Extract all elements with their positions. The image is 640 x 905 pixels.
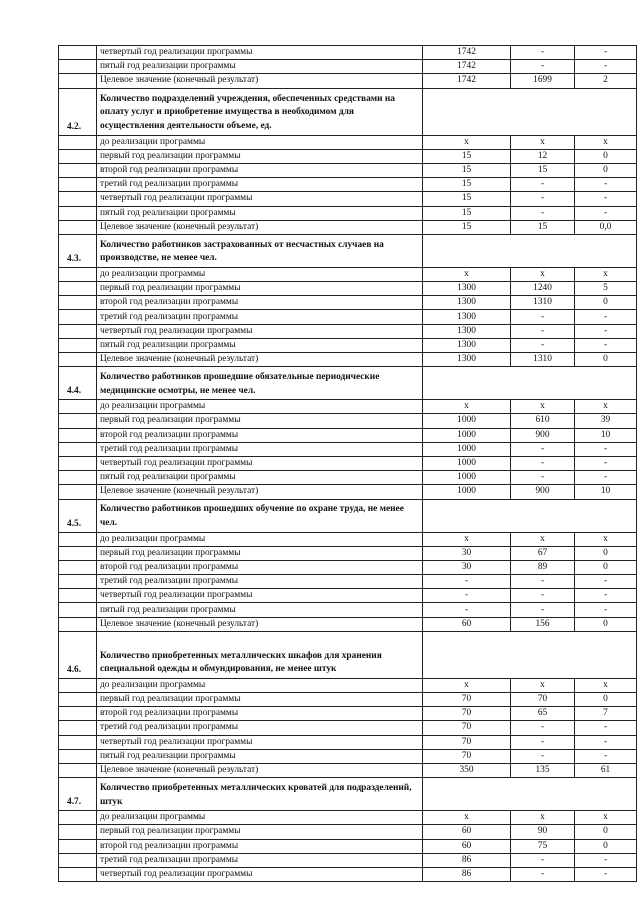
empty-cell: [423, 88, 511, 135]
empty-cell: [575, 367, 637, 400]
deviation-value: 0: [575, 149, 637, 163]
row-label: четвертый год реализации программы: [97, 324, 423, 338]
row-number-cell: [59, 282, 97, 296]
plan-value: 70: [423, 707, 511, 721]
row-number-cell: [59, 296, 97, 310]
fact-value: 1310: [511, 296, 575, 310]
empty-cell: [511, 88, 575, 135]
deviation-value: 0: [575, 693, 637, 707]
plan-value: 1000: [423, 485, 511, 499]
row-label: второй год реализации программы: [97, 296, 423, 310]
fact-value: x: [511, 532, 575, 546]
row-label: Целевое значение (конечный результат): [97, 74, 423, 88]
row-number-cell: [59, 178, 97, 192]
plan-value: 1742: [423, 46, 511, 60]
row-label: пятый год реализации программы: [97, 471, 423, 485]
table-row: [59, 163, 637, 177]
plan-value: 1000: [423, 471, 511, 485]
fact-value: 900: [511, 428, 575, 442]
row-label: пятый год реализации программы: [97, 603, 423, 617]
table-row: [59, 693, 637, 707]
row-label: третий год реализации программы: [97, 575, 423, 589]
plan-value: 1000: [423, 428, 511, 442]
fact-value: 610: [511, 414, 575, 428]
table-row: [59, 220, 637, 234]
plan-value: -: [423, 589, 511, 603]
plan-value: x: [423, 400, 511, 414]
row-label: второй год реализации программы: [97, 428, 423, 442]
row-label: первый год реализации программы: [97, 414, 423, 428]
table-row: [59, 485, 637, 499]
section-header: [59, 631, 637, 678]
table-row: [59, 603, 637, 617]
section-number: 4.4.: [59, 367, 97, 400]
empty-cell: [423, 367, 511, 400]
fact-value: -: [511, 338, 575, 352]
table-row: [59, 589, 637, 603]
section-header: [59, 88, 637, 135]
row-number-cell: [59, 206, 97, 220]
indicators-table: [58, 45, 637, 882]
row-label: Целевое значение (конечный результат): [97, 763, 423, 777]
table-row: [59, 825, 637, 839]
table-row: [59, 310, 637, 324]
deviation-value: x: [575, 678, 637, 692]
deviation-value: 5: [575, 282, 637, 296]
fact-value: x: [511, 400, 575, 414]
row-label: до реализации программы: [97, 532, 423, 546]
empty-cell: [423, 234, 511, 267]
table-row: [59, 428, 637, 442]
row-number-cell: [59, 589, 97, 603]
row-number-cell: [59, 220, 97, 234]
row-label: второй год реализации программы: [97, 839, 423, 853]
deviation-value: -: [575, 324, 637, 338]
section-header: [59, 234, 637, 267]
fact-value: -: [511, 206, 575, 220]
table-row: [59, 442, 637, 456]
plan-value: x: [423, 811, 511, 825]
deviation-value: x: [575, 400, 637, 414]
table-row: [59, 735, 637, 749]
deviation-value: 10: [575, 428, 637, 442]
deviation-value: -: [575, 735, 637, 749]
deviation-value: 2: [575, 74, 637, 88]
row-label: третий год реализации программы: [97, 721, 423, 735]
plan-value: 1742: [423, 60, 511, 74]
plan-value: 60: [423, 617, 511, 631]
deviation-value: -: [575, 471, 637, 485]
row-number-cell: [59, 603, 97, 617]
table-row: [59, 400, 637, 414]
indicators-table-body: [59, 46, 637, 882]
table-row: [59, 617, 637, 631]
plan-value: 60: [423, 839, 511, 853]
section-header: [59, 367, 637, 400]
fact-value: -: [511, 324, 575, 338]
plan-value: -: [423, 603, 511, 617]
fact-value: 65: [511, 707, 575, 721]
row-number-cell: [59, 678, 97, 692]
row-number-cell: [59, 442, 97, 456]
plan-value: 60: [423, 825, 511, 839]
plan-value: 1300: [423, 324, 511, 338]
fact-value: -: [511, 178, 575, 192]
plan-value: 1300: [423, 310, 511, 324]
table-row: [59, 707, 637, 721]
row-number-cell: [59, 735, 97, 749]
fact-value: x: [511, 135, 575, 149]
plan-value: 70: [423, 749, 511, 763]
table-row: [59, 575, 637, 589]
row-label: до реализации программы: [97, 267, 423, 281]
row-number-cell: [59, 324, 97, 338]
row-label: до реализации программы: [97, 811, 423, 825]
fact-value: 89: [511, 560, 575, 574]
row-label: четвертый год реализации программы: [97, 46, 423, 60]
section-number: 4.2.: [59, 88, 97, 135]
row-number-cell: [59, 400, 97, 414]
table-row: [59, 338, 637, 352]
fact-value: 15: [511, 220, 575, 234]
fact-value: -: [511, 310, 575, 324]
table-row: [59, 867, 637, 881]
fact-value: -: [511, 456, 575, 470]
plan-value: 15: [423, 206, 511, 220]
plan-value: 15: [423, 163, 511, 177]
deviation-value: -: [575, 206, 637, 220]
row-label: пятый год реализации программы: [97, 749, 423, 763]
empty-cell: [575, 499, 637, 532]
deviation-value: -: [575, 603, 637, 617]
row-number-cell: [59, 763, 97, 777]
table-row: [59, 811, 637, 825]
plan-value: 70: [423, 735, 511, 749]
deviation-value: -: [575, 60, 637, 74]
table-row: [59, 853, 637, 867]
row-label: первый год реализации программы: [97, 825, 423, 839]
row-number-cell: [59, 192, 97, 206]
fact-value: -: [511, 735, 575, 749]
row-number-cell: [59, 428, 97, 442]
plan-value: 15: [423, 178, 511, 192]
deviation-value: -: [575, 192, 637, 206]
table-row: [59, 178, 637, 192]
row-label: третий год реализации программы: [97, 310, 423, 324]
fact-value: -: [511, 589, 575, 603]
row-number-cell: [59, 149, 97, 163]
table-row: [59, 74, 637, 88]
deviation-value: 0: [575, 560, 637, 574]
plan-value: 70: [423, 693, 511, 707]
deviation-value: 7: [575, 707, 637, 721]
row-number-cell: [59, 707, 97, 721]
empty-cell: [511, 367, 575, 400]
plan-value: 350: [423, 763, 511, 777]
table-row: [59, 282, 637, 296]
fact-value: x: [511, 811, 575, 825]
deviation-value: 0: [575, 163, 637, 177]
row-number-cell: [59, 532, 97, 546]
section-title: Количество работников застрахованных от несчастных случаев на производстве, не менее чел.: [97, 234, 423, 267]
row-label: третий год реализации программы: [97, 178, 423, 192]
deviation-value: -: [575, 749, 637, 763]
section-title: Количество приобретенных металлических кроватей для подразделений, штук: [97, 778, 423, 811]
row-label: первый год реализации программы: [97, 149, 423, 163]
row-number-cell: [59, 867, 97, 881]
section-number: 4.5.: [59, 499, 97, 532]
row-number-cell: [59, 267, 97, 281]
row-label: четвертый год реализации программы: [97, 192, 423, 206]
deviation-value: -: [575, 589, 637, 603]
table-row: [59, 532, 637, 546]
row-number-cell: [59, 456, 97, 470]
deviation-value: 0: [575, 617, 637, 631]
empty-cell: [511, 499, 575, 532]
row-number-cell: [59, 135, 97, 149]
row-label: до реализации программы: [97, 135, 423, 149]
fact-value: 15: [511, 163, 575, 177]
fact-value: -: [511, 867, 575, 881]
plan-value: 70: [423, 721, 511, 735]
deviation-value: 39: [575, 414, 637, 428]
empty-cell: [511, 778, 575, 811]
empty-cell: [575, 778, 637, 811]
empty-cell: [575, 234, 637, 267]
row-label: пятый год реализации программы: [97, 338, 423, 352]
deviation-value: -: [575, 721, 637, 735]
row-number-cell: [59, 575, 97, 589]
fact-value: -: [511, 192, 575, 206]
table-row: [59, 135, 637, 149]
deviation-value: 0: [575, 353, 637, 367]
fact-value: -: [511, 603, 575, 617]
row-label: пятый год реализации программы: [97, 60, 423, 74]
plan-value: 86: [423, 853, 511, 867]
empty-cell: [423, 778, 511, 811]
plan-value: 30: [423, 546, 511, 560]
row-number-cell: [59, 485, 97, 499]
fact-value: 1240: [511, 282, 575, 296]
fact-value: 90: [511, 825, 575, 839]
table-row: [59, 456, 637, 470]
row-number-cell: [59, 46, 97, 60]
row-number-cell: [59, 617, 97, 631]
row-label: четвертый год реализации программы: [97, 867, 423, 881]
deviation-value: 0: [575, 839, 637, 853]
deviation-value: -: [575, 853, 637, 867]
fact-value: 1699: [511, 74, 575, 88]
plan-value: 1300: [423, 282, 511, 296]
deviation-value: x: [575, 811, 637, 825]
fact-value: -: [511, 721, 575, 735]
section-number: 4.6.: [59, 631, 97, 678]
row-number-cell: [59, 560, 97, 574]
table-row: [59, 46, 637, 60]
deviation-value: 0: [575, 825, 637, 839]
row-label: Целевое значение (конечный результат): [97, 353, 423, 367]
plan-value: 1300: [423, 338, 511, 352]
section-header: [59, 778, 637, 811]
fact-value: 900: [511, 485, 575, 499]
fact-value: -: [511, 46, 575, 60]
deviation-value: -: [575, 575, 637, 589]
section-title: Количество работников прошедшие обязательные периодические медицинские осмотры, не менее чел.: [97, 367, 423, 400]
row-label: до реализации программы: [97, 678, 423, 692]
row-number-cell: [59, 471, 97, 485]
empty-cell: [575, 88, 637, 135]
row-number-cell: [59, 693, 97, 707]
row-number-cell: [59, 839, 97, 853]
table-row: [59, 678, 637, 692]
table-row: [59, 296, 637, 310]
plan-value: 1000: [423, 442, 511, 456]
section-title: Количество работников прошедших обучение по охране труда, не менее чел.: [97, 499, 423, 532]
table-row: [59, 749, 637, 763]
plan-value: x: [423, 267, 511, 281]
table-row: [59, 471, 637, 485]
fact-value: -: [511, 471, 575, 485]
row-label: Целевое значение (конечный результат): [97, 485, 423, 499]
plan-value: 30: [423, 560, 511, 574]
row-label: первый год реализации программы: [97, 282, 423, 296]
empty-cell: [423, 631, 511, 678]
row-number-cell: [59, 749, 97, 763]
fact-value: -: [511, 442, 575, 456]
row-label: второй год реализации программы: [97, 707, 423, 721]
fact-value: -: [511, 575, 575, 589]
table-row: [59, 546, 637, 560]
fact-value: -: [511, 749, 575, 763]
row-label: Целевое значение (конечный результат): [97, 617, 423, 631]
plan-value: 15: [423, 220, 511, 234]
table-row: [59, 414, 637, 428]
empty-cell: [511, 631, 575, 678]
section-number: 4.3.: [59, 234, 97, 267]
table-row: [59, 60, 637, 74]
row-label: третий год реализации программы: [97, 853, 423, 867]
row-label: первый год реализации программы: [97, 546, 423, 560]
row-label: второй год реализации программы: [97, 560, 423, 574]
row-label: четвертый год реализации программы: [97, 456, 423, 470]
deviation-value: 0: [575, 296, 637, 310]
row-number-cell: [59, 163, 97, 177]
row-label: пятый год реализации программы: [97, 206, 423, 220]
deviation-value: 61: [575, 763, 637, 777]
deviation-value: -: [575, 178, 637, 192]
fact-value: x: [511, 678, 575, 692]
row-label: до реализации программы: [97, 400, 423, 414]
plan-value: 86: [423, 867, 511, 881]
table-row: [59, 192, 637, 206]
row-number-cell: [59, 825, 97, 839]
row-number-cell: [59, 74, 97, 88]
row-label: третий год реализации программы: [97, 442, 423, 456]
table-row: [59, 560, 637, 574]
row-label: первый год реализации программы: [97, 693, 423, 707]
section-number: 4.7.: [59, 778, 97, 811]
empty-cell: [575, 631, 637, 678]
deviation-value: x: [575, 532, 637, 546]
deviation-value: -: [575, 867, 637, 881]
fact-value: 75: [511, 839, 575, 853]
plan-value: x: [423, 678, 511, 692]
row-number-cell: [59, 310, 97, 324]
fact-value: -: [511, 60, 575, 74]
section-title: Количество подразделений учреждения, обеспеченных средствами на оплату услуг и приобретение имущества в необходимом для осуществления деятельности объеме, ед.: [97, 88, 423, 135]
deviation-value: 10: [575, 485, 637, 499]
deviation-value: -: [575, 442, 637, 456]
fact-value: -: [511, 853, 575, 867]
empty-cell: [511, 234, 575, 267]
row-number-cell: [59, 721, 97, 735]
deviation-value: -: [575, 456, 637, 470]
deviation-value: 0: [575, 546, 637, 560]
table-row: [59, 324, 637, 338]
table-row: [59, 763, 637, 777]
fact-value: 1310: [511, 353, 575, 367]
plan-value: -: [423, 575, 511, 589]
deviation-value: 0,0: [575, 220, 637, 234]
table-row: [59, 721, 637, 735]
row-label: Целевое значение (конечный результат): [97, 220, 423, 234]
plan-value: 1300: [423, 353, 511, 367]
row-number-cell: [59, 353, 97, 367]
deviation-value: -: [575, 46, 637, 60]
plan-value: 15: [423, 149, 511, 163]
row-number-cell: [59, 853, 97, 867]
deviation-value: x: [575, 135, 637, 149]
table-row: [59, 839, 637, 853]
fact-value: 156: [511, 617, 575, 631]
row-label: четвертый год реализации программы: [97, 589, 423, 603]
fact-value: 12: [511, 149, 575, 163]
deviation-value: -: [575, 338, 637, 352]
plan-value: 1000: [423, 414, 511, 428]
plan-value: x: [423, 532, 511, 546]
fact-value: 67: [511, 546, 575, 560]
table-row: [59, 206, 637, 220]
row-number-cell: [59, 338, 97, 352]
empty-cell: [423, 499, 511, 532]
plan-value: x: [423, 135, 511, 149]
row-label: второй год реализации программы: [97, 163, 423, 177]
section-header: [59, 499, 637, 532]
fact-value: 135: [511, 763, 575, 777]
plan-value: 1300: [423, 296, 511, 310]
row-number-cell: [59, 546, 97, 560]
table-row: [59, 353, 637, 367]
deviation-value: x: [575, 267, 637, 281]
row-label: четвертый год реализации программы: [97, 735, 423, 749]
row-number-cell: [59, 414, 97, 428]
table-row: [59, 267, 637, 281]
section-title: Количество приобретенных металлических шкафов для хранения специальной одежды и обмундирования, не менее штук: [97, 631, 423, 678]
table-row: [59, 149, 637, 163]
fact-value: x: [511, 267, 575, 281]
row-number-cell: [59, 60, 97, 74]
plan-value: 15: [423, 192, 511, 206]
plan-value: 1742: [423, 74, 511, 88]
fact-value: 70: [511, 693, 575, 707]
deviation-value: -: [575, 310, 637, 324]
row-number-cell: [59, 811, 97, 825]
plan-value: 1000: [423, 456, 511, 470]
